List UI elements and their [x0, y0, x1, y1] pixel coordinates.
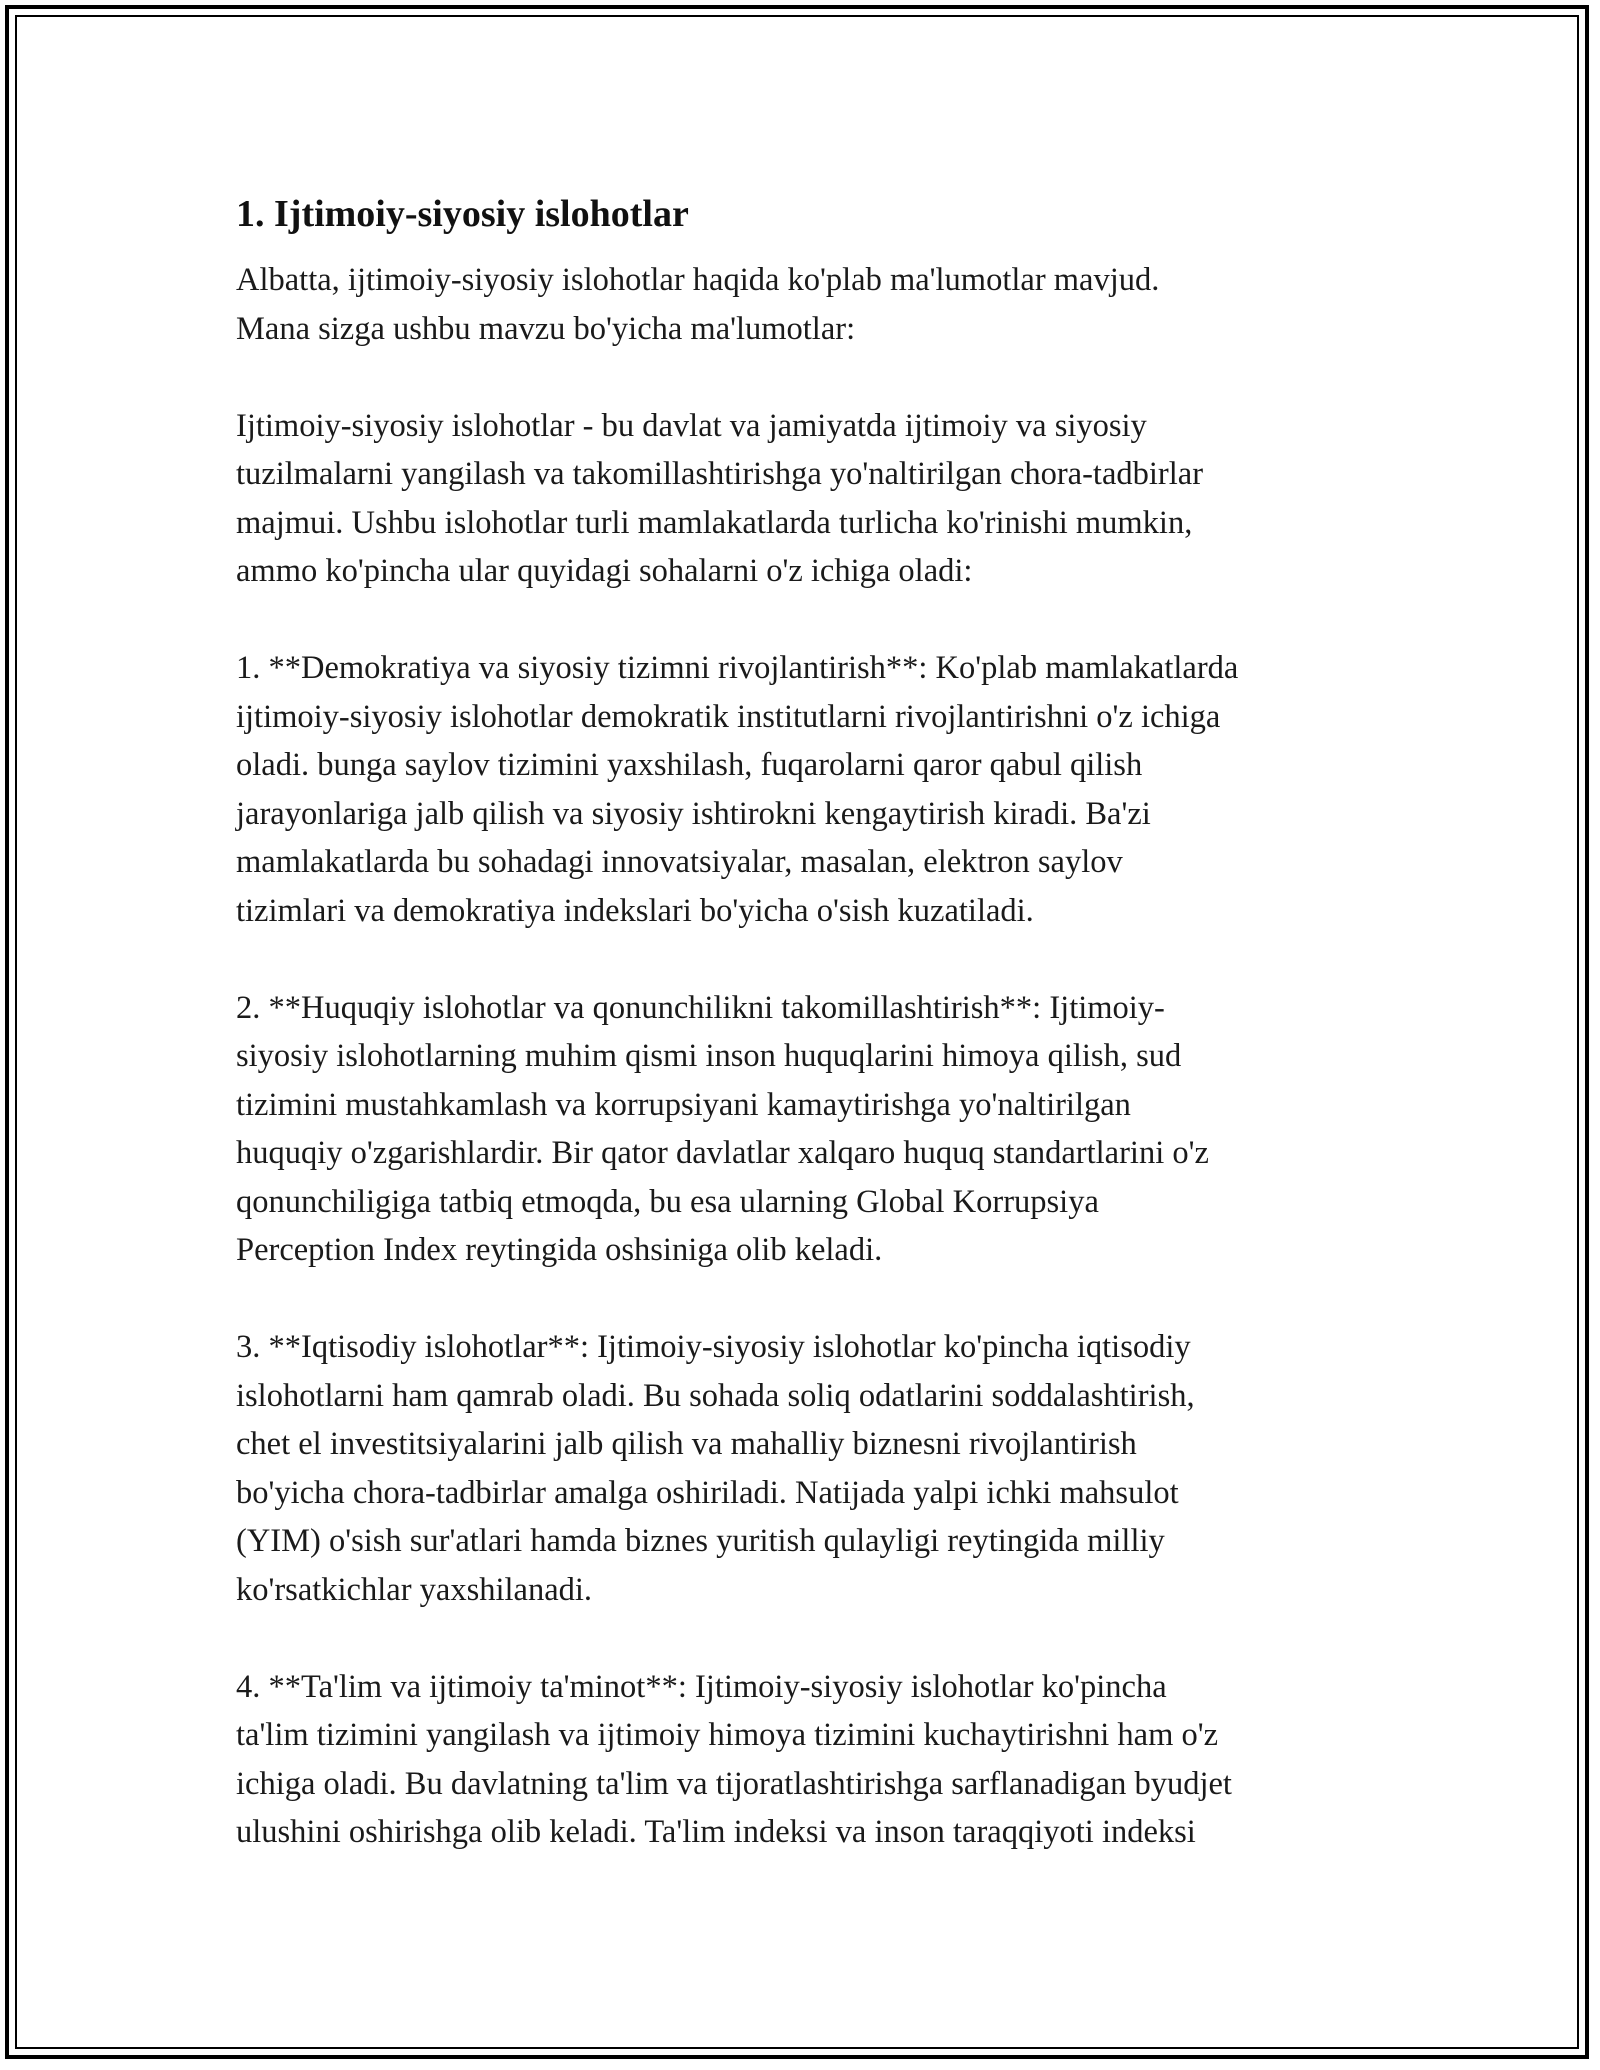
section-heading: 1. Ijtimoiy-siyosiy islohotlar [236, 193, 689, 235]
intro-paragraph: Albatta, ijtimoiy-siyosiy islohotlar haqida ko'plab ma'lumotlar mavjud. Mana sizga ushbu mavzu bo'yicha ma'lumotlar: [236, 262, 1160, 347]
list-item-education-welfare: 4. **Ta'lim va ijtimoiy ta'minot**: Ijtimoiy-siyosiy islohotlar ko'pincha ta'lim tizimini yangilash va ijtimoiy himoya tizimini kuchaytirishni ham o'z ichiga oladi. Bu davlatning ta'lim va tijoratlashtirishga sarflanadigan byudjet ulushini oshirishga olib keladi. Ta'lim indeksi va inson taraqqiyoti indeksi [236, 1668, 1232, 1850]
list-item-legal-reforms: 2. **Huquqiy islohotlar va qonunchilikni takomillashtirish**: Ijtimoiy- siyosiy islohotlarning muhim qismi inson huquqlarini himoya qilish, sud tizimini mustahkamlash va korrupsiyani kamaytirishga yo'naltirilgan huquqiy o'zgarishlardir. Bir qator davlatlar xalqaro huquq standartlarini o'z qonunchiligiga tatbiq etmoqda, bu esa ularning Global Korrupsiya Perception Index reytingida oshsiniga olib keladi. [236, 989, 1209, 1268]
document-body [236, 186, 1376, 1905]
definition-paragraph: Ijtimoiy-siyosiy islohotlar - bu davlat va jamiyatda ijtimoiy va siyosiy tuzilmalarni yangilash va takomillashtirishga yo'naltirilgan chora-tadbirlar majmui. Ushbu islohotlar turli mamlakatlarda turlicha ko'rinishi mumkin, ammo ko'pincha ular quyidagi sohalarni o'z ichiga oladi: [236, 407, 1204, 589]
list-item-democracy: 1. **Demokratiya va siyosiy tizimni rivojlantirish**: Ko'plab mamlakatlarda ijtimoiy-siyosiy islohotlar demokratik institutlarni rivojlantirishni o'z ichiga oladi. bunga saylov tizimini yaxshilash, fuqarolarni qaror qabul qilish jarayonlariga jalb qilish va siyosiy ishtirokni kengaytirish kiradi. Ba'zi mamlakatlarda bu sohadagi innovatsiyalar, masalan, elektron saylov tizimlari va demokratiya indekslari bo'yicha o'sish kuzatiladi. [236, 650, 1239, 929]
list-item-economic-reforms: 3. **Iqtisodiy islohotlar**: Ijtimoiy-siyosiy islohotlar ko'pincha iqtisodiy islohotlarni ham qamrab oladi. Bu sohada soliq odatlarini soddalashtirish, chet el investitsiyalarini jalb qilish va mahalliy biznesni rivojlantirish bo'yicha chora-tadbirlar amalga oshiriladi. Natijada yalpi ichki mahsulot (YIM) o'sish sur'atlari hamda biznes yuritish qulayligi reytingida milliy ko'rsatkichlar yaxshilanadi. [236, 1329, 1195, 1608]
